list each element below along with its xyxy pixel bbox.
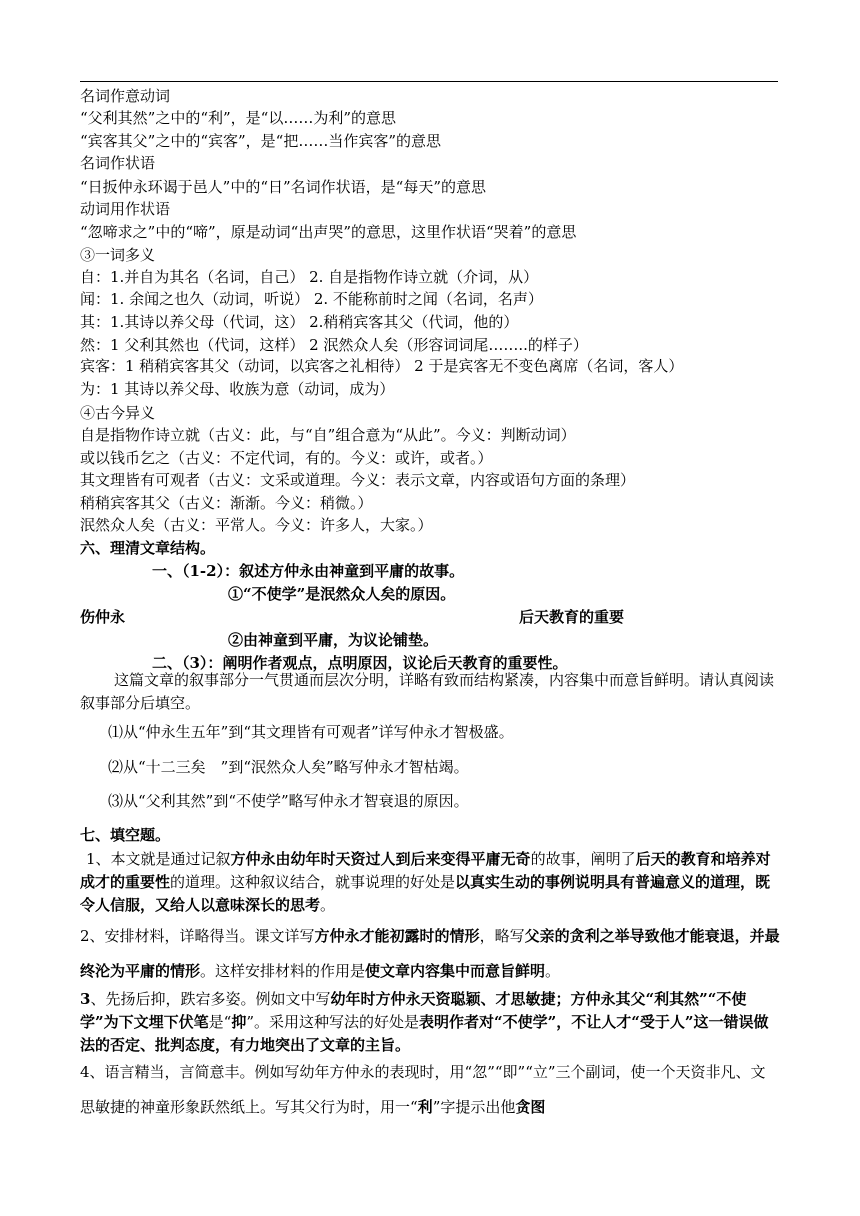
- structure-reason2: ②由神童到平庸，为议论铺垫。: [228, 631, 439, 649]
- note-line: “日扳仲永环谒于邑人”中的“日”名词作状语，是“每天”的意思: [80, 178, 487, 196]
- note-line: 闻：1. 余闻之也久（动词，听说） 2. 不能称前时之闻（名词，名声）: [80, 290, 543, 308]
- answer-text: 。: [545, 962, 561, 980]
- answer-text: ，略写: [479, 927, 525, 945]
- answer-paragraph-3: [80, 988, 780, 1057]
- answer-paragraph-4: [80, 1055, 780, 1125]
- note-line: 名词作状语: [80, 154, 156, 172]
- note-line: 或以钱币乞之（古义：不定代词，有的。今义：或许，或者。）: [80, 449, 493, 467]
- note-line: “宾客其父”之中的“宾客”，是“把……当作宾客”的意思: [80, 132, 442, 150]
- note-line: 宾客：1 稍稍宾客其父（动词，以宾客之礼相待） 2 于是宾客无不变色离席（名词，客人）: [80, 357, 684, 375]
- answer-text: 的道理。这种叙议结合，就事说理的好处是: [170, 873, 456, 891]
- bold-answer-text: 幼年时方仲永天资聪颖、才思敏捷；方仲永其父“利其然”“不使学”为下文埋下伏笔: [80, 990, 747, 1031]
- bold-answer-text: 3: [80, 990, 91, 1008]
- note-line: 自：1.并自为其名（名词，自己） 2. 自是指物作诗立就（介词，从）: [80, 268, 539, 286]
- header-rule: [80, 81, 778, 82]
- structure-left-label: 伤仲永: [80, 608, 126, 626]
- answer-text: 的故事，阐明了: [530, 850, 636, 868]
- bold-answer-text: 方仲永才能初露时的情形: [314, 927, 480, 945]
- answer-text: 。: [320, 896, 336, 914]
- note-line: 自是指物作诗立就（古义：此，与“自”组合意为“从此”。今义：判断动词）: [80, 426, 576, 444]
- note-line: “忽啼求之”中的“啼”，原是动词“出声哭”的意思，这里作状语“哭着”的意思: [80, 223, 577, 241]
- answer-text: 是“: [208, 1013, 232, 1031]
- answer-text: 、先扬后抑，跌宕多姿。例如文中写: [90, 990, 331, 1008]
- structure-part1: 一、（1-2）：叙述方仲永由神童到平庸的故事。: [152, 562, 465, 580]
- note-line: 名词作意动词: [80, 87, 171, 105]
- note-line: ③一词多义: [80, 246, 156, 264]
- fill-item-1: ⑴从“仲永生五年”到“其文理皆有可观者”详写仲永才智极盛。: [108, 723, 514, 741]
- bold-answer-text: 方仲永由幼年时天资过人到后来变得平庸无奇: [230, 850, 531, 868]
- bold-answer-text: 抑: [231, 1013, 247, 1031]
- note-line: 其文理皆有可观者（古义：文采或道理。今义：表示文章，内容或语句方面的条理）: [80, 471, 636, 489]
- fill-item-3: ⑶从“父利其然”到“不使学”略写仲永才智衰退的原因。: [108, 792, 469, 810]
- note-line: 稍稍宾客其父（古义：渐渐。今义：稍微。）: [80, 494, 373, 512]
- note-line: 然：1 父利其然也（代词，这样） 2 泯然众人矣（形容词词尾……..的样子）: [80, 336, 588, 354]
- bold-answer-text: 父亲的贪利之举导致他才能衰退，并最终沦为平庸的情形: [80, 927, 780, 980]
- note-line: 其：1.其诗以养父母（代词，这） 2.稍稍宾客其父（代词，他的）: [80, 313, 519, 331]
- note-line: 动词用作状语: [80, 200, 171, 218]
- structure-reason1: ①“不使学”是泯然众人矣的原因。: [228, 585, 456, 603]
- answer-text: 4、语言精当，言简意丰。例如写幼年方仲永的表现时，用“忽”“即”“立”三个副词，使一个天资非凡、文思敏捷的神童形象跃然纸上。写其父行为时，用一“: [80, 1063, 766, 1116]
- structure-right-label: 后天教育的重要: [519, 608, 625, 626]
- structure-part2: 二、（3）：阐明作者观点，点明原因，议论后天教育的重要性。: [152, 654, 568, 672]
- structure-intro: 这篇文章的叙事部分一气贯通而层次分明，详略有致而结构紧凑，内容集中而意旨鲜明。请认真阅读叙事部分后填空。: [80, 671, 775, 712]
- answer-text: 2、安排材料，详略得当。课文详写: [80, 927, 315, 945]
- note-line: 泯然众人矣（古义：平常人。今义：许多人，大家。）: [80, 516, 433, 534]
- note-line: 为：1 其诗以养父母、收族为意（动词，成为）: [80, 380, 395, 398]
- bold-answer-text: 使文章内容集中而意旨鲜明: [365, 962, 546, 980]
- answer-text: 1、本文就是通过记叙: [86, 850, 231, 868]
- answer-text: ”字提示出他: [432, 1098, 516, 1116]
- bold-answer-text: 利: [417, 1098, 433, 1116]
- bold-answer-text: 表明作者对“不使学”，不让人才“受于人”这一错误做法的否定、批判态度，有力地突出了文章的主旨。: [80, 1013, 769, 1054]
- section7-title: 七、填空题。: [80, 826, 171, 844]
- answer-text: ”。采用这种写法的好处是: [246, 1013, 419, 1031]
- section6-title: 六、理清文章结构。: [80, 539, 216, 557]
- note-line: ④古今异义: [80, 404, 156, 422]
- bold-answer-text: 后天的教育和培养对成才的重要性: [80, 850, 771, 891]
- fill-item-2: ⑵从“十二三矣 ”到“泯然众人矣”略写仲永才智枯竭。: [108, 758, 469, 776]
- note-line: “父利其然”之中的“利”，是“以……为利”的意思: [80, 109, 397, 127]
- bold-answer-text: 贪图: [515, 1098, 546, 1116]
- answer-text: 。这样安排材料的作用是: [200, 962, 366, 980]
- answer-paragraph-2: [80, 919, 780, 989]
- answer-paragraph-1: [80, 848, 780, 917]
- bold-answer-text: 以真实生动的事例说明具有普遍意义的道理，既令人信服，又给人以意味深长的思考: [80, 873, 771, 914]
